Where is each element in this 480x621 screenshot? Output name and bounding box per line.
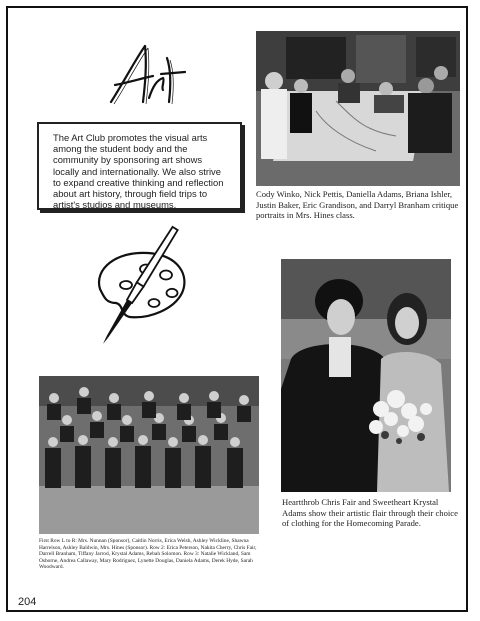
page-number: 204 [18,596,37,608]
art-script-lettering [105,40,195,110]
group-photo-caption: First Row L to R: Mrs. Nunnan (Sponsor), Caitlin Norris, Erica Welsh, Ashley Wickline, Shawna Harrelson, Ashley Baldwin, Mrs. Hines (Sponsor). Row 2: Erica Peterson, Nakita Cherry, Chris Fair, Darrell Branham, Tiffany Jarrod, Krystal Adams, Rebah Solomon. Row 3: Natalie Wickland, Sam Osborne, Andrea Callaway, Mary Rodriguez, Lynette Douglas, Daniela Adams, Derek Hyde, Sarah Woodward. [39,538,257,571]
art-club-description-box [37,122,242,210]
art-club-group-photo [39,376,259,534]
critique-photo [256,31,460,186]
critique-caption: Cody Winko, Nick Pettis, Daniella Adams, Briana Ishler, Justin Baker, Eric Grandison, and Darryl Branham critique portraits in Mrs. Hines class. [256,189,459,220]
palette-and-brush-icon [86,225,196,360]
art-club-description: The Art Club promotes the visual arts among the student body and the community by sponsoring art shows locally and internationally. We also strive to expand creative thinking and reflection about art history, through field trips to artist's studios and museums. [53,132,224,211]
art-title [105,40,195,110]
homecoming-caption: Heartthrob Chris Fair and Sweetheart Krystal Adams show their artistic flair through their choice of clothing for the Homecoming Parade. [282,497,458,528]
homecoming-parade-photo [281,259,451,492]
